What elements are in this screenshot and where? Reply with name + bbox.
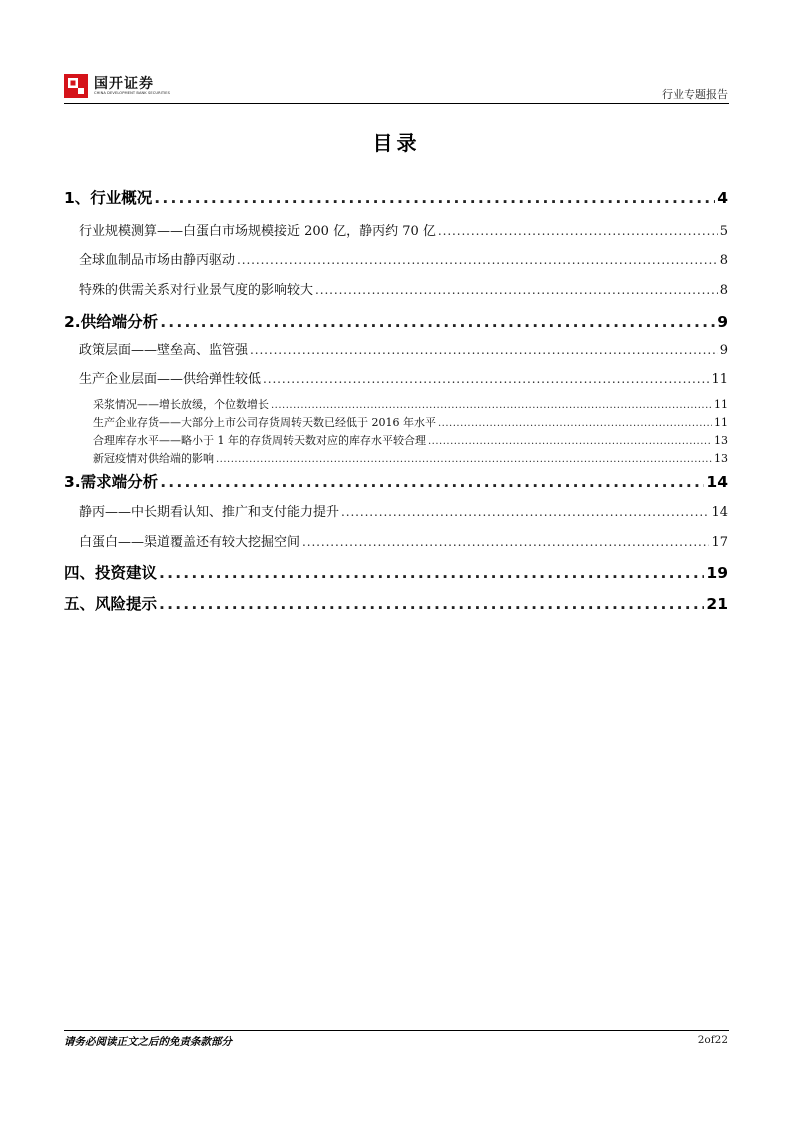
toc-entry-label: 五、风险提示 <box>64 595 158 613</box>
toc-entry-page: 5 <box>719 224 728 239</box>
toc-entry[interactable] <box>64 470 728 492</box>
toc-entry[interactable] <box>79 279 728 298</box>
toc-leader <box>160 473 704 491</box>
toc-entry-label: 特殊的供需关系对行业景气度的影响较大 <box>79 283 314 298</box>
toc-entry[interactable] <box>79 220 728 239</box>
toc-entry-page: 17 <box>711 535 728 550</box>
toc-leader <box>428 436 712 447</box>
footer-divider <box>64 1030 729 1031</box>
toc-entry-label: 政策层面——壁垒高、监管强 <box>79 343 249 358</box>
toc-entry[interactable] <box>93 414 728 430</box>
toc-leader <box>271 400 712 411</box>
toc-leader <box>154 189 715 207</box>
toc-leader <box>302 535 709 549</box>
toc-entry-label: 2.供给端分析 <box>64 313 159 331</box>
toc-entry-label: 四、投资建议 <box>64 564 158 582</box>
toc-entry-page: 14 <box>711 505 728 520</box>
toc-entry-page: 19 <box>706 564 728 582</box>
toc-entry-page: 11 <box>711 372 728 387</box>
toc-entry-page: 11 <box>714 398 728 411</box>
toc-entry-page: 8 <box>719 283 728 298</box>
page-header <box>64 68 728 104</box>
toc-leader <box>438 418 712 429</box>
toc-leader <box>438 224 718 238</box>
page-title: 目录 <box>372 131 421 155</box>
toc-entry[interactable] <box>79 501 728 520</box>
toc-entry-page: 9 <box>719 343 728 358</box>
toc-entry-label: 1、行业概况 <box>64 189 153 207</box>
toc-entry-page: 14 <box>706 473 728 491</box>
toc-entry-page: 8 <box>719 253 728 268</box>
toc-entry-label: 采浆情况——增长放缓，个位数增长 <box>93 398 269 411</box>
toc-leader <box>237 253 718 267</box>
toc-entry-page: 9 <box>717 313 728 331</box>
report-type: 行业专题报告 <box>662 88 728 101</box>
toc-leader <box>159 595 704 613</box>
toc-entry[interactable] <box>79 339 728 358</box>
toc-leader <box>341 505 709 519</box>
toc-entry-label: 全球血制品市场由静丙驱动 <box>79 253 236 268</box>
toc-entry[interactable] <box>64 186 728 208</box>
toc-entry-label: 3.需求端分析 <box>64 473 159 491</box>
toc-leader <box>315 283 718 297</box>
toc-entry-label: 生产企业存货——大部分上市公司存货周转天数已经低于 2016 年水平 <box>93 416 436 429</box>
header-divider <box>64 103 729 104</box>
toc-entry[interactable] <box>93 396 728 412</box>
logo-company-name: 国开证券 <box>94 76 154 92</box>
toc-entry-label: 行业规模测算——白蛋白市场规模接近 200 亿，静丙约 70 亿 <box>79 224 436 239</box>
toc-entry-page: 11 <box>714 416 728 429</box>
toc-entry-label: 静丙——中长期看认知、推广和支付能力提升 <box>79 505 340 520</box>
toc-entry-label: 白蛋白——渠道覆盖还有较大挖掘空间 <box>79 535 301 550</box>
page-number: 2of22 <box>697 1034 728 1046</box>
toc-entry[interactable] <box>64 592 728 614</box>
toc-entry-page: 13 <box>714 452 728 465</box>
toc-entry[interactable] <box>93 450 728 466</box>
toc-leader <box>160 313 715 331</box>
toc-leader <box>216 454 712 465</box>
toc-entry-label: 生产企业层面——供给弹性较低 <box>79 372 262 387</box>
toc-entry[interactable] <box>64 561 728 583</box>
toc-entry[interactable] <box>79 249 728 268</box>
logo-company-name-en: CHINA DEVELOPMENT BANK SECURITIES <box>94 91 171 95</box>
toc-entry-page: 4 <box>717 189 728 207</box>
toc-entry[interactable] <box>79 368 728 387</box>
toc-leader <box>159 564 704 582</box>
toc-entry-label: 新冠疫情对供给端的影响 <box>93 452 214 465</box>
toc-entry[interactable] <box>93 432 728 448</box>
toc-leader <box>250 343 718 357</box>
toc-entry[interactable] <box>64 310 728 332</box>
toc-entry-label: 合理库存水平——略小于 1 年的存货周转天数对应的库存水平较合理 <box>93 434 426 447</box>
toc-entry-page: 13 <box>714 434 728 447</box>
footer-disclaimer: 请务必阅读正文之后的免责条款部分 <box>64 1036 232 1048</box>
toc-leader <box>263 372 709 386</box>
toc-entry-page: 21 <box>706 595 728 613</box>
toc-entry[interactable] <box>79 531 728 550</box>
logo-mark-icon <box>64 74 88 98</box>
